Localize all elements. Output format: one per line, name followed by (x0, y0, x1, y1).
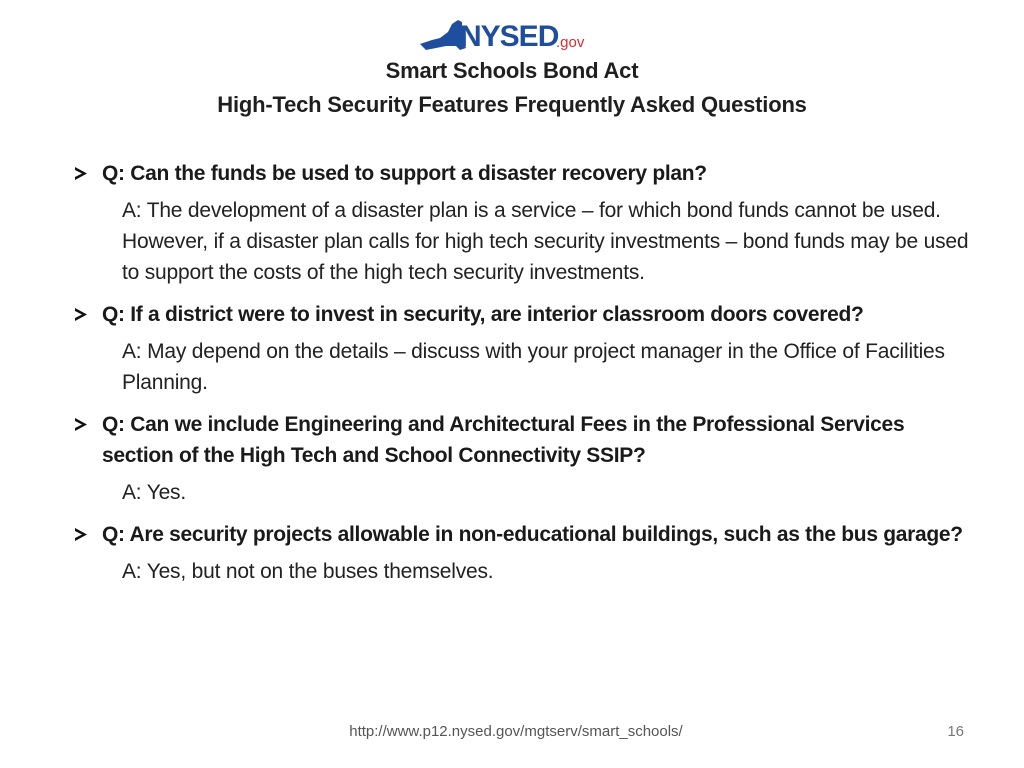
logo-suffix-text: .gov (556, 34, 585, 51)
faq-item (72, 409, 972, 508)
faq-question: Q: Are security projects allowable in non-educational buildings, such as the bus garage? (72, 519, 972, 550)
faq-question: Q: If a district were to invest in security, are interior classroom doors covered? (72, 299, 972, 330)
faq-question: Q: Can we include Engineering and Architectural Fees in the Professional Services section of the High Tech and School Connectivity SSIP? (72, 409, 972, 471)
page-number: 16 (947, 723, 964, 740)
faq-question: Q: Can the funds be used to support a disaster recovery plan? (72, 158, 972, 189)
arrow-bullet-icon (72, 158, 92, 189)
faq-answer: A: Yes, but not on the buses themselves. (122, 560, 494, 583)
faq-item (72, 519, 972, 587)
nysed-logo (418, 14, 588, 56)
faq-item (72, 158, 972, 288)
arrow-bullet-icon (72, 409, 92, 440)
faq-answer: A: May depend on the details – discuss with your project manager in the Office of Facilities Planning. (122, 340, 945, 394)
footer-url-link[interactable]: http://www.p12.nysed.gov/mgtserv/smart_schools/ (349, 723, 683, 740)
page-title: Smart Schools Bond Act (385, 58, 639, 83)
faq-item (72, 299, 972, 398)
arrow-bullet-icon (72, 299, 92, 330)
arrow-bullet-icon (72, 519, 92, 550)
faq-answer: A: Yes. (122, 481, 186, 504)
faq-answer: A: The development of a disaster plan is a service – for which bond funds cannot be used. However, if a disaster plan calls for high tech security investments – bond funds may be used to support the costs of the high tech security investments. (122, 199, 969, 284)
logo-brand-text: NYSED (460, 20, 559, 53)
page-subtitle: High-Tech Security Features Frequently Asked Questions (217, 92, 807, 117)
faq-list (72, 158, 972, 598)
